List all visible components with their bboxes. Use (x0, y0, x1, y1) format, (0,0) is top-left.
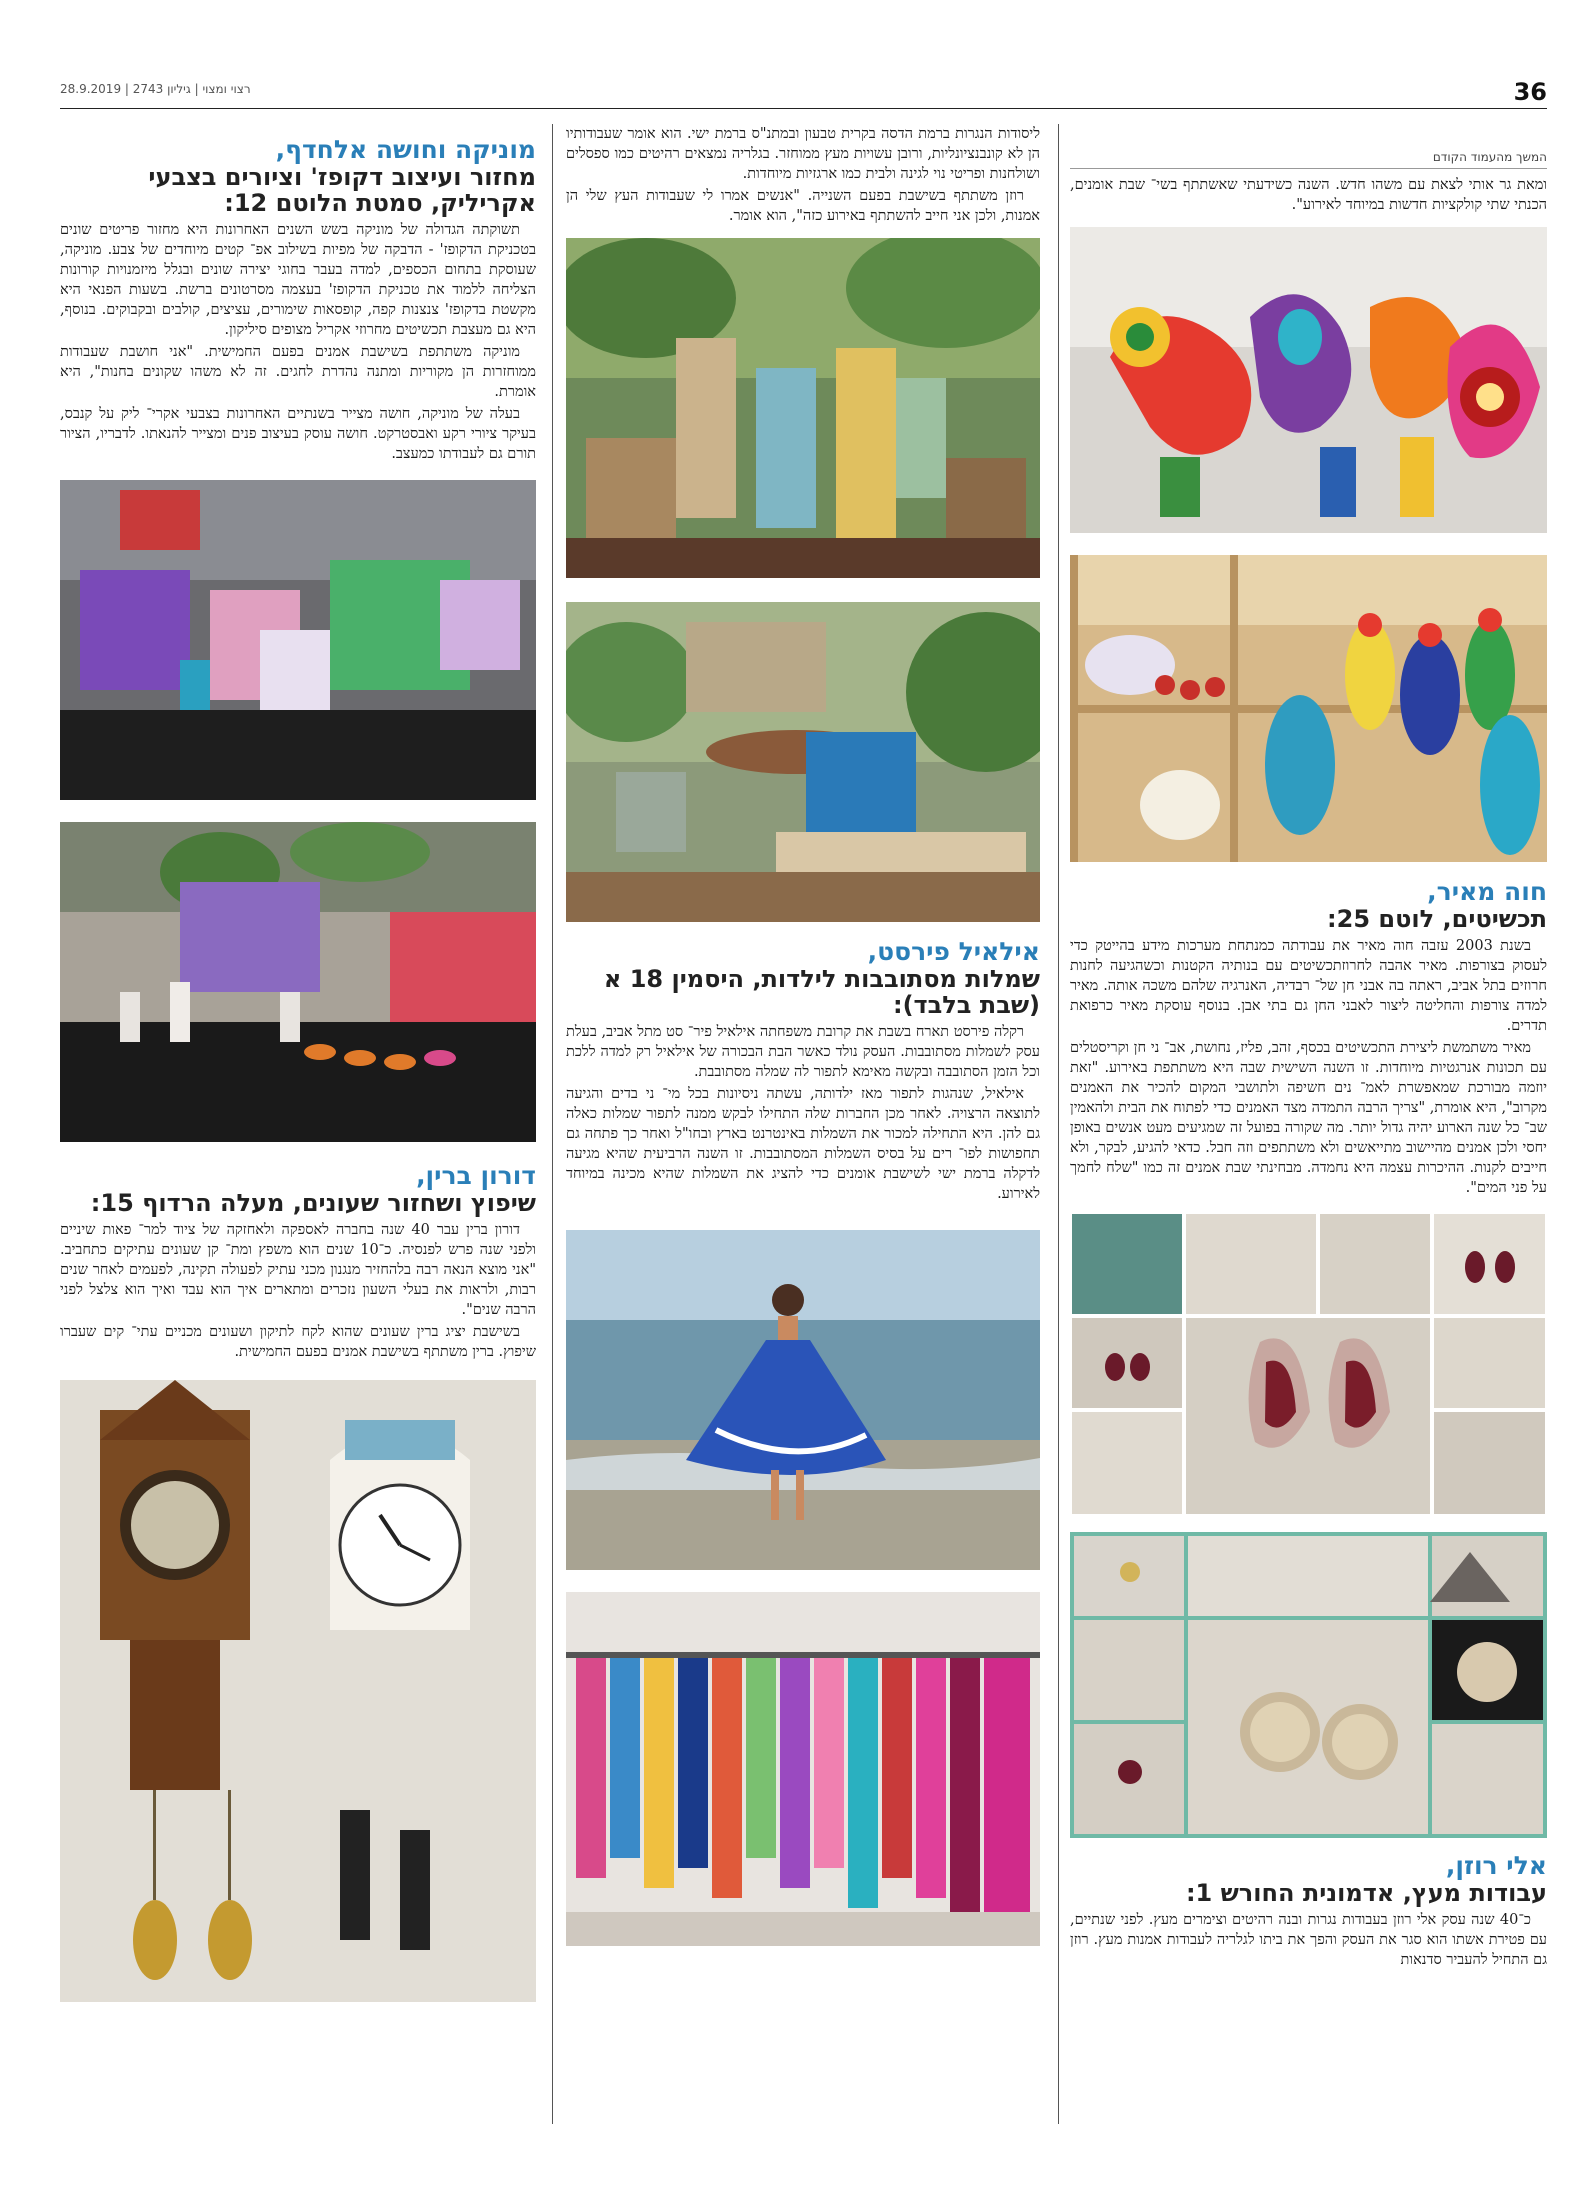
section-subtitle-ilail: שמלות מסתובבות לילדות, היסמין 18 א (שבת בלבד): (603, 965, 1040, 1019)
section-title-ilail: אילאיל פירסט, (867, 937, 1040, 966)
photo-girl-dress (566, 1230, 1040, 1570)
photo-decoupage (60, 822, 536, 1142)
column-middle (566, 124, 1040, 1946)
article-eli: כ־40 שנה עסק אלי רוזן בעבודות נגרות ובנה רהיטים וצימרים מעץ. לפני שנתיים, עם פטירת אשתו הוא סגר את העסק והפך את ביתו לגלריה לעבודות אמנות מעץ. רוזן גם התחיל להעביר סדנאות (1070, 1912, 1547, 1968)
photo-planters (566, 238, 1040, 578)
article-ilail: רקלה פירסט תארח בשבת את קרובת משפחתה אילאיל פיר־ סט מתל אביב, בעלת עסק לשמלות מסתובבות. העסק נולד כאשר הבת הבכורה של אילאיל רק למדה ללכת וכל הזמן הסתובבה ובקשה מאימא לתפור לה שמלה מסתובבת. אילאיל, שנהגות לתפור מאז ילדותה, עשתה ניסיונות בכל מי־ ני בדים והגיעה לתוצאה הרצויה. לאחר מכן החברות שלה התחילו לבקש ממנה לתפור שמלות כאלה גם להן. היא התחילה למכור את השמלות באינטרנט בארץ ובחו"ל ואחר כך פתחה גם תחפושות לפו־ רים על בסיס השמלות המסתובבות. זו השנה הרביעית שהיא מגיעה לדקלה ברמת ישי לשישבת אומנים כדי להציג את השמלות שהיא מכינה במיוחד לאירוע. (566, 1024, 1040, 1202)
section-subtitle-eli: עבודות מעץ, אדמונית החורש 1: (1185, 1879, 1547, 1907)
article-hava: בשנת 2003 עזבה חוה מאיר את עבודתה כמנתחת מערכות מידע בהייטק כדי לעסוק בצורפות. מאיר אהבה לחרוזתכשיטים עם בנותיה הקטנות וכשהגיעה לחנות חרוזים בתל אביב, ראתה בה אבני חן של־ רבדיה, האנרגיה שלהם משכה אותה. מאיר למדה צורפות והחליטה ליצור לאבני החן גם בתי אבן. בנוסף עוסקת מאיר כרפואת תדרים. מאיר משתמשת ליצירת התכשיטים בכסף, זהב, פליז, נחושת, אב־ ני חן וקריסטלים עם תכונות אנרגטיות מיוחדות. זו השנה השישית שבה היא משתתפת באירוע. "זאת יוזמה מבורכת שמאפשרת לאמ־ נים חשיפה ולתושבי המקום להכיר את האמנים מקרוב", היא אומרת, "צריך הרבה התמדה מצד האמנים כדי לפתוח את הבית ולהאמין שב־ כל שנה הארוע יהיה גדול יותר. מה שקורה בפועל זה שמגיעים מעט אנשים באופן יחסי ולכן אמנים מהיישוב מתייאשים ולא משתתפים וזה חבל. כדאי להגיע, לבקר, ולא חייבים לקנות. ההיכרות עצמה היא נחמדה. מבחינתי שבת אמנים זה כמו "שלח לחמך על פני המים". (1070, 938, 1547, 1196)
column-separator (1058, 124, 1059, 2124)
photo-roosters (1070, 555, 1547, 862)
photo-sculptures (1070, 227, 1547, 533)
continued-label: המשך מהעמוד הקודם (1070, 150, 1547, 169)
photo-jewelry (1070, 1532, 1547, 1838)
section-title-doron: דורון ברין, (416, 1161, 536, 1190)
page-number: 36 (1513, 78, 1547, 106)
section-title-monika: מוניקה וחושה אלחדף, (275, 135, 536, 164)
column-left (60, 124, 536, 2002)
header-rule (60, 108, 1547, 109)
section-title-hava: חוה מאיר, (1427, 877, 1547, 906)
column-right (1070, 124, 1547, 1972)
section-subtitle-hava: תכשיטים, לוטם 25: (1327, 905, 1547, 933)
section-subtitle-doron: שיפוץ ושחזור שעונים, מעלה הרדוף 15: (90, 1189, 536, 1217)
section-title-eli: אלי רוזן, (1445, 1851, 1547, 1880)
photo-earrings (1070, 1212, 1547, 1518)
masthead: רצוי ומצוי | גיליון 2743 | 28.9.2019 (60, 82, 251, 96)
intro-eli-continued: ליסודות הנגרות ברמת הדסה בקרית טבעון ובמתנ"ס ברמת ישי. הוא אומר שעבודותיו הן לא קונבנציונליות, ורובן עשויות מעץ ממוחזר. בגלריה נמצאים רהיטים כמו ספסלים ושולחנות ופריטי נוי לגינה ולבית כמו ארגזיות מיוחדות. רוזן משתתף בשישבת בפעם השנייה. "אנשים אמרו לי שעבודות העץ שלי הן אמנות, ולכן אני חייב להשתתף באירוע כזה", הוא אומר. (566, 126, 1040, 224)
article-doron: דורון ברין עבר 40 שנה בחברה לאספקה ולאחזקה של ציוד למר־ פאות שיניים ולפני שנה פרש לפנסיה. כ־10 שנים הוא משפץ ומת־ קן שעונים עתיקים כתחביב. "אני מוצא הנאה רבה בלהחזיר מנגנון מכני עתיק לפעולה תקינה, לפעמים לאחר שנים רבות, ולראות את בעלי השעון נזכרים ומתארים איך הוא עבד ואיך הוא צלצל לפני הרבה שנים". בשישבת יציג ברין שעונים שהוא לקח לתיקון ושעונים מכניים עתי־ קים שעברו שיפוץ. ברין משתתף בשישבת אמנים בפעם החמישית. (60, 1222, 536, 1360)
column-separator (552, 124, 553, 2124)
section-subtitle-monika: מחזור ועיצוב דקופז' וציורים בצבעי אקריליק, סמטת הלוטם 12: (148, 163, 536, 217)
photo-dress-rack (566, 1592, 1040, 1946)
intro-text: ומאת גר אותי לצאת עם משהו חדש. השנה כשידעתי שאשתתף בשי־ שבת אומנים, הכנתי שתי קולקציות חדשות במיוחד לאירוע". (1070, 177, 1547, 213)
article-monika: תשוקתה הגדולה של מוניקה בשש השנים האחרונות היא מחזור פריטים שונים בטכניקת הדקופז' - הדבקה של מפיות בשילוב אפ־ קטים מיוחדים של צבע. מוניקה, שעוסקת בתחום הכספים, למדה בעבר בחוגי יצירה שונים ובגלל מיזמנויות קורונות הצליחה ללמוד את טכניקת הדקופז' בעצמה מסרטונים ברשת. בשעות הפנאי היא מקשטת בדקופז' צנצנות קפה, קופסאות שימורים, עציצים, קולבים ובקבוקים. בנוסף, היא גם מעצבת תכשיטים מחרוזי אקריל מצופים סיליקון. מוניקה משתתפת בשישבת אמנים בפעם החמישית. "אני חושבת שעבודות ממוחזרות הן מקוריות ומתנה נהדרת לחגים. זה לא משהו שקונים בחנות", היא אומרת. בעלה של מוניקה, חושה מצייר בשנתיים האחרונות בצבעי אקרי־ ליק על קנבס, בעיקר ציורי רקע ואבסטרקט. חושה עוסק בעיצוב פנים ומצייר להנאתו. לדבריו, הציור תורם גם לעבודתו כמעצב. (60, 222, 536, 462)
photo-wood-furniture (566, 602, 1040, 922)
photo-paintings (60, 480, 536, 800)
page-header (0, 0, 1595, 120)
photo-clocks (60, 1380, 536, 2002)
